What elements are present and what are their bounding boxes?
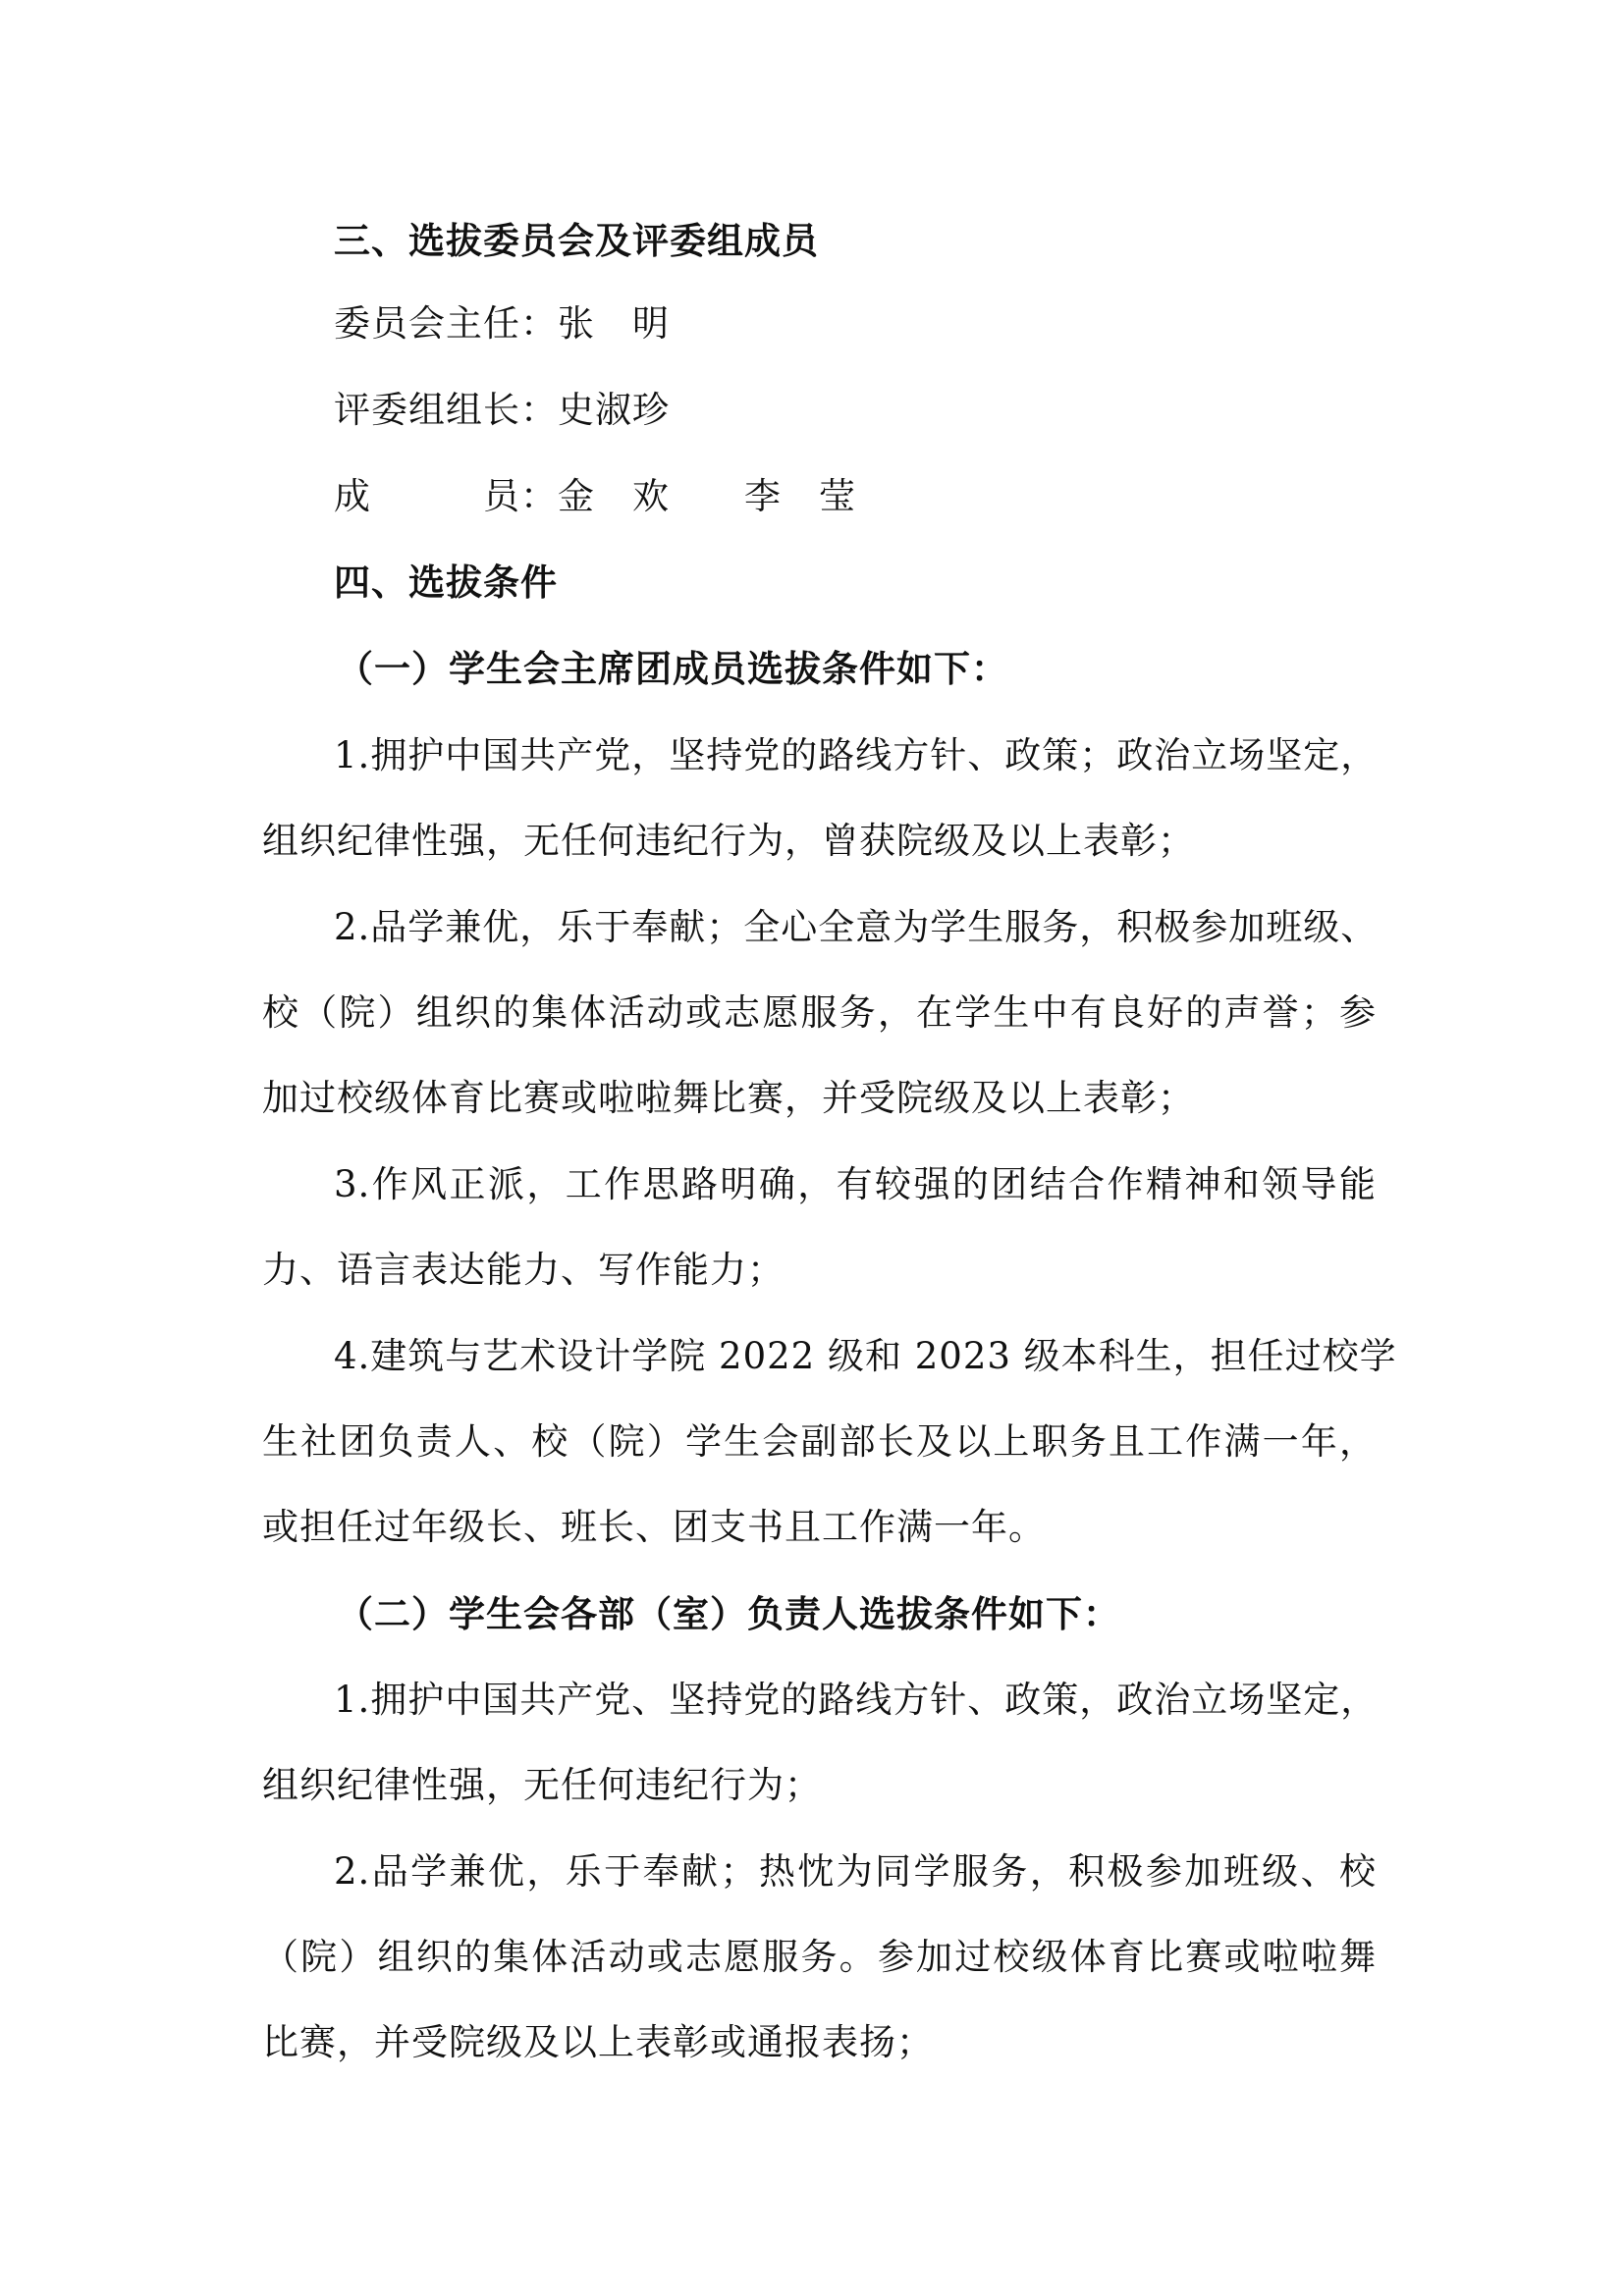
presidium-criteria-heading: （一）学生会主席团成员选拔条件如下： xyxy=(337,647,1008,690)
department-heads-criteria-heading: （二）学生会各部（室）负责人选拔条件如下： xyxy=(337,1592,1120,1635)
presidium-item-1-line-1: 1.拥护中国共产党，坚持党的路线方针、政策；政治立场坚定， xyxy=(334,734,1379,776)
presidium-item-4-line-1: 4.建筑与艺术设计学院 2022 级和 2023 级本科生，担任过校学 xyxy=(334,1335,1397,1377)
committee-director-label: 委员会主任： xyxy=(334,302,558,345)
department-item-2-line-3: 比赛，并受院级及以上表彰或通报表扬； xyxy=(262,2021,934,2063)
committee-director-name: 张 明 xyxy=(558,302,670,345)
judge-leader-label: 评委组组长： xyxy=(334,389,558,431)
department-item-2-line-1: 2.品学兼优，乐于奉献；热忱为同学服务，积极参加班级、校 xyxy=(334,1850,1377,1893)
member-name: 金 欢 xyxy=(558,475,670,517)
member-name: 李 莹 xyxy=(744,475,856,517)
department-item-2-line-2: （院）组织的集体活动或志愿服务。参加过校级体育比赛或啦啦舞 xyxy=(262,1936,1377,1978)
members-label: 成 员： xyxy=(334,475,558,517)
presidium-item-2-line-3: 加过校级体育比赛或啦啦舞比赛，并受院级及以上表彰； xyxy=(262,1077,1195,1119)
presidium-item-2-line-1: 2.品学兼优，乐于奉献；全心全意为学生服务，积极参加班级、 xyxy=(334,906,1379,948)
department-item-1-line-1: 1.拥护中国共产党、坚持党的路线方针、政策，政治立场坚定， xyxy=(334,1679,1379,1721)
presidium-item-3-line-2: 力、语言表达能力、写作能力； xyxy=(262,1249,785,1291)
committee-director-row xyxy=(334,299,670,348)
presidium-item-4-line-3: 或担任过年级长、班长、团支书且工作满一年。 xyxy=(262,1506,1046,1548)
judge-leader-name: 史淑珍 xyxy=(558,389,670,431)
members-row xyxy=(334,472,856,521)
department-item-1-line-2: 组织纪律性强，无任何违纪行为； xyxy=(262,1764,822,1806)
section-criteria-heading: 四、选拔条件 xyxy=(334,561,558,604)
presidium-item-3-line-1: 3.作风正派，工作思路明确，有较强的团结合作精神和领导能 xyxy=(334,1163,1377,1205)
section-committee-heading: 三、选拔委员会及评委组成员 xyxy=(334,219,819,262)
presidium-item-1-line-2: 组织纪律性强，无任何违纪行为，曾获院级及以上表彰； xyxy=(262,820,1195,862)
presidium-item-4-line-2: 生社团负责人、校（院）学生会副部长及以上职务且工作满一年， xyxy=(262,1420,1377,1463)
presidium-item-2-line-2: 校（院）组织的集体活动或志愿服务，在学生中有良好的声誉；参 xyxy=(262,991,1377,1034)
judge-leader-row xyxy=(334,386,670,435)
